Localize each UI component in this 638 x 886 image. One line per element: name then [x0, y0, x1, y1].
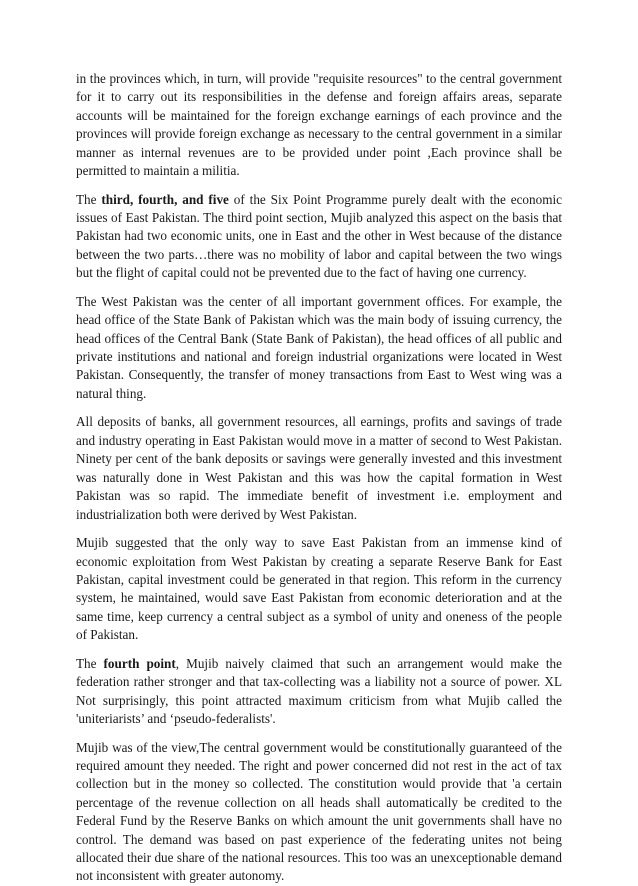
paragraph-text: of the Six Point Programme purely dealt with the economic issues of East Pakistan. The third point section, Mujib analyzed this aspect on the basis that Pakistan had two economic units, one in East and the other in West because of the distance between the two parts…there was no mobility of labor and capital between the two wings but the flight of capital could not be prevented due to the fact of having one currency. — [76, 191, 562, 281]
paragraph-3 — [76, 293, 562, 403]
emphasis-text: fourth point — [103, 655, 176, 671]
paragraph-text: The West Pakistan was the center of all important government offices. For example, the head office of the State Bank of Pakistan which was the main body of issuing currency, the head offices of the Central Bank (State Bank of Pakistan), the head offices of all public and private institutions and national and foreign industrial organizations were located in West Pakistan. Consequently, the transfer of money transactions from East to West wing was a natural thing. — [76, 293, 562, 401]
paragraph-4 — [76, 413, 562, 523]
paragraph-text: Mujib was of the view,The central government would be constitutionally guaranteed of the required amount they needed. The right and power concerned did not rest in the act of tax collection but in the money so collected. The constitution would provide that 'a certain percentage of the revenue collection on all heads shall automatically be credited to the Federal Fund by the Reserve Banks on which amount the unit governments shall have no control. The demand was based on past experience of the federating unites not being allocated their due share of the national resources. This too was an unexceptionable demand not inconsistent with greater autonomy. — [76, 739, 562, 884]
paragraph-text: The — [76, 655, 104, 671]
paragraph-1 — [76, 70, 562, 180]
paragraph-6 — [76, 655, 562, 729]
emphasis-text: third, fourth, and five — [101, 191, 229, 207]
paragraph-5 — [76, 534, 562, 644]
paragraph-7 — [76, 739, 562, 886]
paragraph-text: , Mujib naively claimed that such an arrangement would make the federation rather stronger and that tax-collecting was a liability not a source of power. XL Not surprisingly, this point attracted maximum criticism from what Mujib called the 'uniteriarists’ and ‘pseudo-federalists'. — [76, 655, 563, 726]
paragraph-text: All deposits of banks, all government resources, all earnings, profits and savings of trade and industry operating in East Pakistan would move in a matter of second to West Pakistan. Ninety per cent of the bank deposits or savings were generally invested and this investment was naturally done in West Pakistan and this was how the capital formation in West Pakistan was so rapid. The immediate benefit of investment i.e. employment and industrialization both were derived by West Pakistan. — [76, 414, 562, 522]
paragraph-text: Mujib suggested that the only way to save East Pakistan from an immense kind of economic exploitation from West Pakistan by creating a separate Reserve Bank for East Pakistan, capital investment could be generated in that region. This reform in the currency system, he maintained, would save East Pakistan from economic deterioration and at the same time, keep currency a central subject as a symbol of unity and oneness of the people of Pakistan. — [76, 535, 562, 643]
paragraph-text: The — [76, 191, 102, 207]
paragraph-2 — [76, 191, 562, 283]
paragraph-text: in the provinces which, in turn, will provide "requisite resources" to the central government for it to carry out its responsibilities in the defense and foreign affairs areas, separate accounts will be maintained for the foreign exchange earnings of each province and the provinces will provide foreign exchange as necessary to the central government in a similar manner as internal revenues are to be provided under point ,Each province shall be permitted to maintain a militia. — [76, 71, 562, 179]
